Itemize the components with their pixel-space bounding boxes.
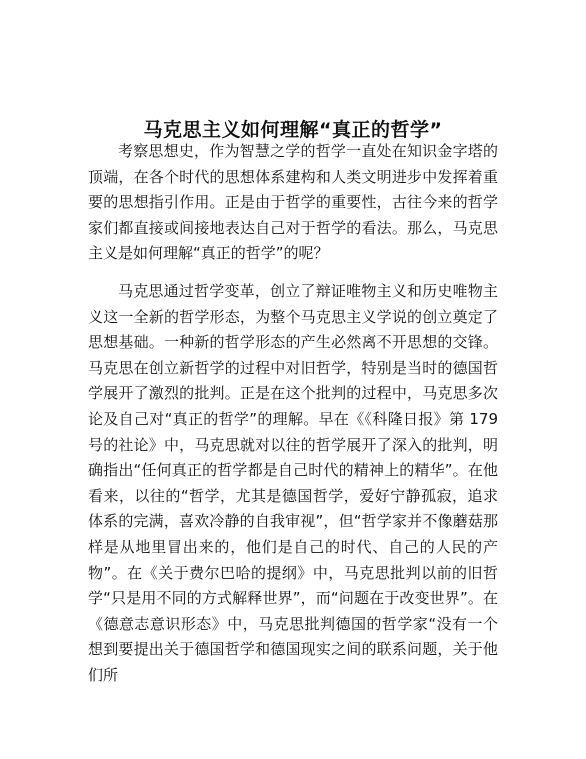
paragraph-2: 马克思通过哲学变革，创立了辩证唯物主义和历史唯物主义这一全新的哲学形态，为整个马克思主义学说的创立奠定了思想基础。一种新的哲学形态的产生必然离不开思想的交锋。马克思在创立新哲学的过程中对旧哲学，特别是当时的德国哲学展开了激烈的批判。正是在这个批判的过程中，马克思多次论及自己对“真正的哲学”的理解。早在《《科隆日报》第 179 号的社论》中，马克思就对以往的哲学展开了深入的批判，明确指出“任何真正的哲学都是自己时代的精神上的精华”。在他看来，以往的“哲学，尤其是德国哲学，爱好宁静孤寂，追求体系的完满，喜欢冷静的自我审视”，但“哲学家并不像蘑菇那样是从地里冒出来的，他们是自己的时代、自己的人民的产物”。在《关于费尔巴哈的提纲》中，马克思批判以前的旧哲学“只是用不同的方式解释世界”，而“问题在于改变世界”。在《德意志意识形态》中，马克思批判德国的哲学家“没有一个想到要提出关于德国哲学和德国现实之间的联系问题，关于他们所 xyxy=(88,282,498,684)
paragraph-1: 考察思想史，作为智慧之学的哲学一直处在知识金字塔的顶端，在各个时代的思想体系建构和人类文明进步中发挥着重要的思想指引作用。正是由于哲学的重要性，古往今来的哲学家们都直接或间接地表达自己对于哲学的看法。那么，马克思主义是如何理解“真正的哲学”的呢？ xyxy=(88,142,498,263)
document-title: 马克思主义如何理解“真正的哲学” xyxy=(143,118,443,141)
